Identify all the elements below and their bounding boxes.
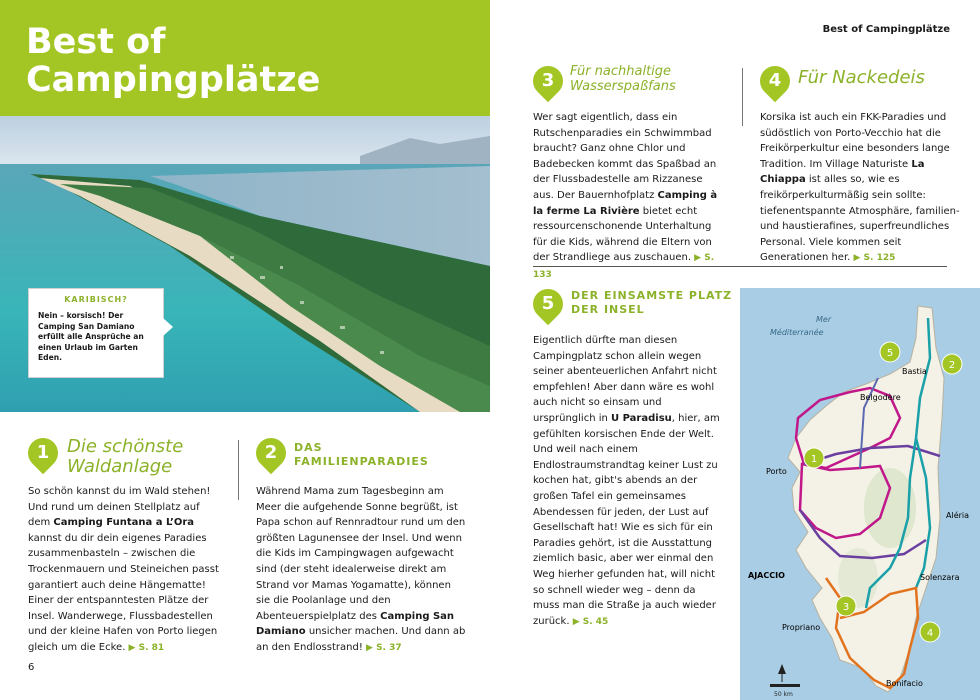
map-place-label: Bastia <box>902 367 927 376</box>
section-3-heading-line1: Für nachhaltige <box>570 64 672 79</box>
text-run: , hier, am gefühlten korsischen Ende der Welt. Und weil nach einem Endlostraumstrandtag keiner Lust zu kochen hat, gibt's abends an der großen Tafel ein gemeinsames Abendessen für jeden, der Lust auf Gesellschaft hat! Wie es sich für ein Paradies gehört, ist die Ausstattung ziemlich basic, aber wer einmal den Weg hierher gefunden hat, will nicht so schnell wieder weg – denn da muss man die Straße ja auch wieder zurück. <box>533 412 720 627</box>
text-run: Korsika ist auch ein FKK-Paradies und südöstlich von Porto-Vecchio hat die Freikörperkultur eine besonders lange Tradition. Im Village Naturiste <box>760 112 950 170</box>
marker-2 <box>256 438 286 468</box>
section-5-heading-line1: DER EINSAMSTE PLATZ <box>571 289 733 302</box>
map-place-label: Porto <box>766 467 787 476</box>
page-number: 6 <box>28 662 35 673</box>
callout-box <box>28 288 164 378</box>
text-run: Eigentlich dürfte man diesen Campingplatz schon allein wegen seiner abenteuerlichen Anfahrt nicht empfehlen! Aber dann wäre es wohl auch nicht so einsam und ursprünglich in <box>533 335 717 424</box>
section-1-heading-line1: Die schönste <box>67 436 184 457</box>
section-2-text <box>256 484 466 657</box>
campsite-name: Camping San Damiano <box>256 610 455 638</box>
map-marker-2 <box>942 354 962 374</box>
column-divider <box>238 440 239 500</box>
text-run: kannst du dir dein eigenes Paradies zusammenbasteln – zwischen die Trockenmauern und Steineichen passt garantiert auch deine Hängematte! Einer der entspanntesten Plätze der Insel. Wanderwege, Flussbadestellen und der kleine Hafen von Porto liegen gleich um die Ecke. <box>28 532 219 653</box>
map-place-label: Aléria <box>946 511 970 520</box>
campsite-name: La Chiappa <box>760 158 925 186</box>
page-title-line2: Campingplätze <box>26 60 321 100</box>
map-place-label: Solenzara <box>920 573 960 582</box>
campsite-name: Camping Funtana a L’Ora <box>53 517 195 529</box>
corsica-map-graphic <box>740 288 980 700</box>
title-box <box>0 0 490 116</box>
text-run: Während Mama zum Tagesbeginn am Meer die aufgehende Sonne begrüßt, ist Papa schon auf Rennradtour rund um den größten Lagunensee der Insel. Und wenn die Kids im Campingwagen aufgewacht sind (der steht idealerweise direkt am Strand vor Mamas Yogamatte), können sie die Poolanlage und den Abenteuerspielplatz des <box>256 486 466 622</box>
campsite-name: Camping à la ferme La Rivière <box>533 189 718 217</box>
section-2-heading-line2: FAMILIENPARADIES <box>294 455 429 468</box>
map-sea-label: Mer <box>816 315 832 324</box>
section-5-number: 5 <box>541 293 555 314</box>
section-3-text <box>533 110 723 284</box>
map-marker-1 <box>804 448 824 468</box>
map-marker-3 <box>836 596 856 616</box>
map-marker-number: 3 <box>842 602 850 613</box>
section-1-number: 1 <box>36 442 50 463</box>
page-title-line1: Best of <box>26 22 166 62</box>
callout-text: Nein – korsisch! Der Camping San Damiano erfüllt alle Ansprüche an einen Urlaub im Garten Eden. <box>38 311 144 362</box>
section-1-text <box>28 484 224 657</box>
running-header: Best of Campingplätze <box>822 24 950 35</box>
text-run: So schön kannst du im Wald stehen! Und rund um deinen Stellplatz auf dem <box>28 486 211 529</box>
page-reference-link[interactable]: ▶ S. 133 <box>533 253 715 280</box>
page-reference-link[interactable]: ▶ S. 45 <box>572 616 609 627</box>
map-place-label: AJACCIO <box>748 571 785 580</box>
map-marker-number: 4 <box>926 628 934 639</box>
text-run: bietet echt ressourcenschonende Unterhaltung für die Kids, während die Eltern von der Strandliege aus zuschauen. <box>533 205 712 264</box>
section-1-heading-line2: Waldanlage <box>67 456 173 477</box>
section-4-text <box>760 110 960 267</box>
column-divider <box>742 68 743 126</box>
text-run: Wer sagt eigentlich, dass ein Rutschenparadies ein Schwimmbad braucht? Ganz ohne Chlor und Badebecken kommt das Spaßbad an der Flussbadestelle am Rizzanese aus. Der Bauernhofplatz <box>533 112 717 201</box>
section-5-heading-line2: DER INSEL <box>571 303 645 316</box>
marker-5 <box>533 289 563 319</box>
section-3-heading-line2: Wasserspaßfans <box>570 79 676 94</box>
marker-4 <box>760 66 790 96</box>
north-arrow-icon <box>778 664 786 682</box>
page-reference-link[interactable]: ▶ S. 81 <box>128 642 165 653</box>
page-reference-link[interactable]: ▶ S. 37 <box>366 642 402 653</box>
section-divider <box>533 266 947 267</box>
map-scale-label: 50 km <box>774 691 793 698</box>
section-4-heading-line1: Für Nackedeis <box>798 67 925 88</box>
map-place-label: Belgodère <box>860 393 901 402</box>
marker-1 <box>28 438 58 468</box>
marker-3 <box>533 66 563 96</box>
section-5-text <box>533 333 723 630</box>
map-marker-4 <box>920 622 940 642</box>
map-place-label: Bonifacio <box>886 679 923 688</box>
map-place-label: Propriano <box>782 623 821 632</box>
map-marker-number: 5 <box>886 348 894 359</box>
map-scale-bar <box>770 684 800 698</box>
map-marker-5 <box>880 342 900 362</box>
map-marker-number: 2 <box>948 360 956 371</box>
section-3-number: 3 <box>541 70 555 91</box>
text-run: unsicher machen. Und dann ab an den Endlosstrand! <box>256 626 466 653</box>
section-4-number: 4 <box>768 70 782 91</box>
callout-pointer <box>163 318 173 336</box>
map-sea-label: Méditerranée <box>770 328 824 337</box>
section-2-number: 2 <box>264 442 278 463</box>
page-reference-link[interactable]: ▶ S. 125 <box>853 253 896 264</box>
campsite-name: U Paradisu <box>611 412 672 424</box>
map-marker-number: 1 <box>810 454 818 465</box>
callout-heading: KARIBISCH? <box>64 295 128 304</box>
text-run: ist alles so, wie es freikörperkulturmäßig sein sollte: tiefenentspannte Atmosphäre, familien- und haustierafines, superfreundliches Personal. Viele kommen seit Generationen her. <box>760 174 960 264</box>
corsica-map <box>740 288 980 700</box>
section-2-heading-line1: DAS <box>294 441 323 454</box>
